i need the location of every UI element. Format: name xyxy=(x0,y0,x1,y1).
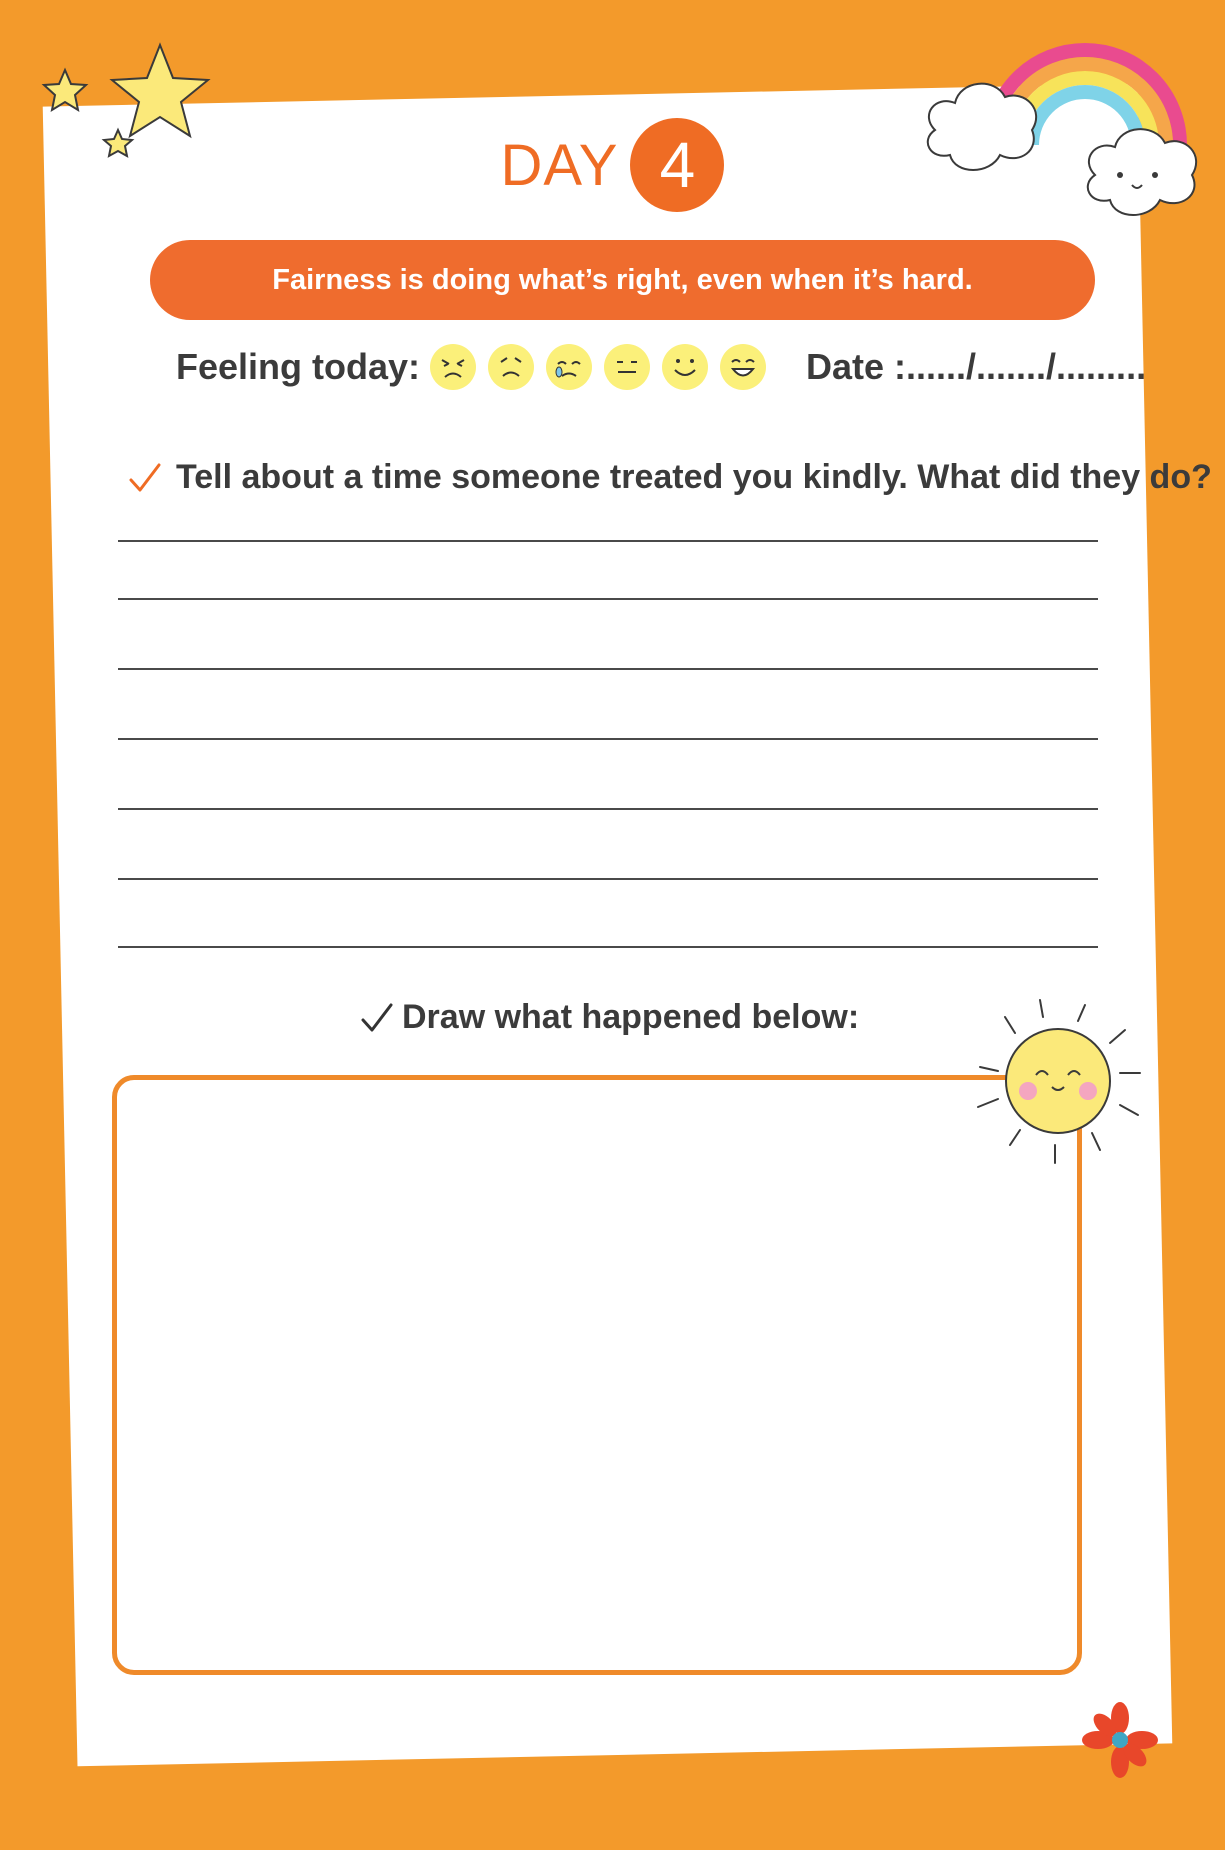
crying-face-icon[interactable] xyxy=(546,344,592,390)
date-field[interactable]: Date :....../......./......... xyxy=(806,346,1147,387)
question-two xyxy=(360,998,880,1048)
angry-face-icon[interactable] xyxy=(430,344,476,390)
day-number-badge: 4 xyxy=(630,118,724,212)
day-word: DAY xyxy=(500,132,619,198)
writing-line[interactable] xyxy=(118,946,1098,948)
small-star-icon xyxy=(44,70,86,110)
writing-line[interactable] xyxy=(118,808,1098,810)
sun-icon xyxy=(970,995,1150,1170)
writing-line[interactable] xyxy=(118,540,1098,542)
quote-banner: Fairness is doing what’s right, even when it’s hard. xyxy=(150,240,1095,320)
question-two-text: Draw what happened below: xyxy=(402,998,860,1036)
sad-face-icon[interactable] xyxy=(488,344,534,390)
day-title xyxy=(0,118,1225,228)
writing-line[interactable] xyxy=(118,668,1098,670)
writing-line[interactable] xyxy=(118,598,1098,600)
question-one-text: Tell about a time someone treated you kindly. What did they do? xyxy=(176,458,1212,496)
happy-face-icon[interactable] xyxy=(662,344,708,390)
checkmark-icon xyxy=(360,1002,394,1036)
very-happy-face-icon[interactable] xyxy=(720,344,766,390)
drawing-area[interactable] xyxy=(112,1075,1082,1675)
flower-icon xyxy=(1080,1700,1160,1780)
question-one xyxy=(128,458,1212,508)
checkmark-icon xyxy=(128,462,162,496)
writing-line[interactable] xyxy=(118,738,1098,740)
feeling-label: Feeling today: xyxy=(176,346,421,387)
writing-line[interactable] xyxy=(118,878,1098,880)
neutral-face-icon[interactable] xyxy=(604,344,650,390)
